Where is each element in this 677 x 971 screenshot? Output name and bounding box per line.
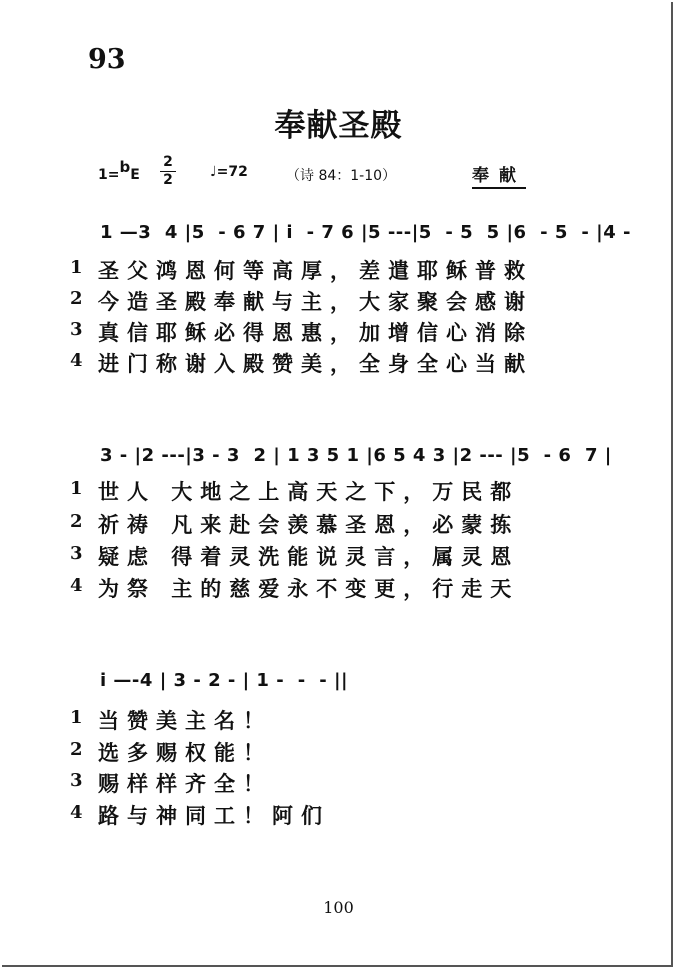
lyric-text: 进门称谢入殿赞美，全身全心当献 [98, 352, 533, 376]
lyric-text: 圣父鸿恩何等高厚，差遣耶稣普救 [98, 259, 533, 283]
lyric-text: 疑虑 得着灵洗能说灵言，属灵恩 [98, 545, 520, 569]
verse-number: 1 [70, 707, 83, 728]
lyric-text: 祈祷 凡来赴会羡慕圣恩，必蒙拣 [98, 513, 520, 537]
lyric-text: 选多赐权能！ [98, 741, 272, 765]
key-letter: E [130, 167, 140, 183]
verse-number: 4 [70, 350, 83, 371]
hymn-title: 奉献圣殿 [274, 108, 403, 144]
verse-number: 4 [70, 575, 83, 596]
notation-line-2: 3 - |2 ---|3 - 3 2 | 1 3 5 1 |6 5 4 3 |2 --- |5 - 6 7 | [100, 445, 612, 466]
verse-number: 2 [70, 739, 83, 760]
verse-number: 3 [70, 319, 83, 340]
verse-number: 1 [70, 257, 83, 278]
time-signature [160, 155, 176, 188]
lyric-text: 为祭 主的慈爱永不变更，行走天 [98, 577, 520, 601]
verse-number: 3 [70, 770, 83, 791]
time-signature-top: 2 [163, 154, 173, 170]
lyric-text: 路与神同工！阿们 [98, 804, 330, 828]
hymn-number: 93 [88, 44, 126, 75]
verse-number: 1 [70, 478, 83, 499]
lyric-text: 真信耶稣必得恩惠，加增信心消除 [98, 321, 533, 345]
verse-number: 4 [70, 802, 83, 823]
meta-row [98, 155, 568, 195]
verse-number: 2 [70, 288, 83, 309]
lyric-text: 今造圣殿奉献与主，大家聚会感谢 [98, 290, 533, 314]
notation-line-1: 1 —3 4 |5 - 6 7 | i - 7 6 |5 ---|5 - 5 5 |6 - 5 - |4 - [100, 222, 631, 243]
key-signature [98, 158, 140, 183]
page-number: 100 [323, 898, 354, 917]
tempo-marking: ♩=72 [210, 164, 248, 180]
lyric-text: 世人 大地之上高天之下，万民都 [98, 480, 520, 504]
scripture-reference: （诗 84：1-10） [286, 168, 397, 184]
flat-sign: b [119, 158, 131, 176]
time-signature-bottom: 2 [163, 172, 173, 188]
lyric-text: 当赞美主名！ [98, 709, 272, 733]
verse-number: 2 [70, 511, 83, 532]
verse-number: 3 [70, 543, 83, 564]
author-name: 奉献 [472, 161, 526, 189]
key-prefix: 1= [98, 167, 120, 183]
notation-line-3: i —-4 | 3 - 2 - | 1 - - - || [100, 670, 349, 691]
lyric-text: 赐样样齐全！ [98, 772, 272, 796]
